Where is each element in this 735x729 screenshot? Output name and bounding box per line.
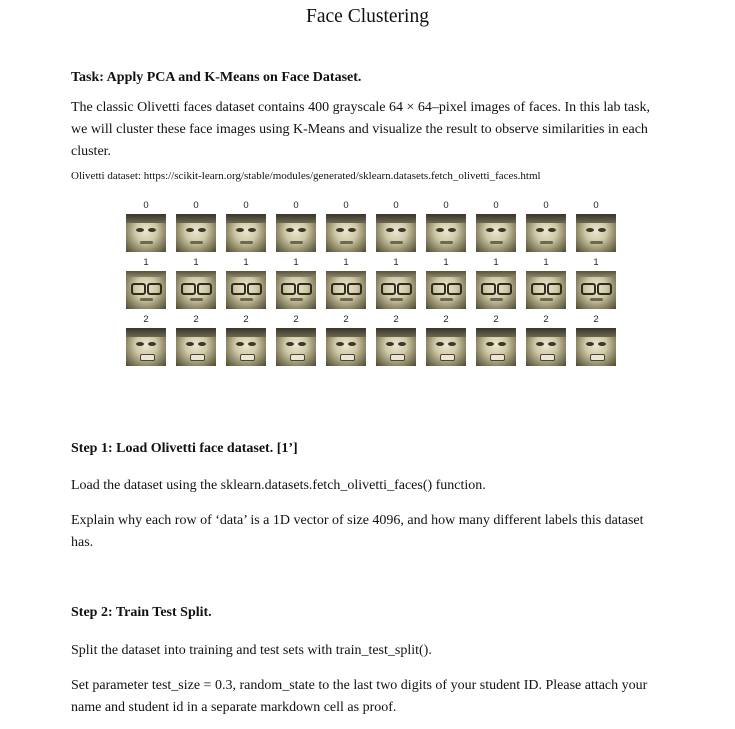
cluster-label: 1 bbox=[493, 257, 499, 268]
cluster-label: 0 bbox=[293, 200, 299, 211]
dataset-link[interactable]: Olivetti dataset: https://scikit-learn.org/stable/modules/generated/sklearn.datasets.fetch_olivetti_faces.html bbox=[71, 170, 541, 182]
task-description: The classic Olivetti faces dataset contains 400 grayscale 64 × 64–pixel images of faces. In this lab task, we will cluster these face images using K-Means and visualize the result to observe similarities in each cluster. bbox=[71, 100, 650, 159]
cluster-label: 1 bbox=[593, 257, 599, 268]
cluster-label: 2 bbox=[243, 314, 249, 325]
face-thumbnail bbox=[126, 271, 166, 309]
face-thumbnail bbox=[276, 214, 316, 252]
face-thumbnail bbox=[526, 328, 566, 366]
face-thumbnail bbox=[326, 271, 366, 309]
face-thumbnail bbox=[176, 214, 216, 252]
cluster-label: 0 bbox=[193, 200, 199, 211]
face-thumbnail bbox=[426, 271, 466, 309]
face-thumbnail bbox=[326, 214, 366, 252]
cluster-label: 2 bbox=[293, 314, 299, 325]
face-cluster-figure bbox=[120, 200, 620, 380]
face-thumbnail bbox=[376, 214, 416, 252]
face-thumbnail bbox=[176, 271, 216, 309]
cluster-label: 1 bbox=[443, 257, 449, 268]
cluster-label: 2 bbox=[543, 314, 549, 325]
cluster-label: 0 bbox=[143, 200, 149, 211]
step2-heading: Step 2: Train Test Split. bbox=[71, 605, 212, 620]
face-thumbnail bbox=[126, 328, 166, 366]
face-thumbnail bbox=[226, 271, 266, 309]
cluster-label: 1 bbox=[393, 257, 399, 268]
face-thumbnail bbox=[426, 328, 466, 366]
face-thumbnail bbox=[376, 271, 416, 309]
cluster-label: 0 bbox=[593, 200, 599, 211]
step1-heading: Step 1: Load Olivetti face dataset. [1’] bbox=[71, 441, 298, 456]
cluster-label: 2 bbox=[493, 314, 499, 325]
face-thumbnail bbox=[576, 271, 616, 309]
cluster-label: 1 bbox=[143, 257, 149, 268]
cluster-label: 2 bbox=[193, 314, 199, 325]
face-thumbnail bbox=[526, 214, 566, 252]
face-thumbnail bbox=[376, 328, 416, 366]
cluster-label: 0 bbox=[393, 200, 399, 211]
cluster-label: 0 bbox=[443, 200, 449, 211]
cluster-label: 0 bbox=[243, 200, 249, 211]
face-thumbnail bbox=[426, 214, 466, 252]
face-thumbnail bbox=[476, 328, 516, 366]
face-thumbnail bbox=[476, 214, 516, 252]
cluster-label: 2 bbox=[143, 314, 149, 325]
step1-instruction: Load the dataset using the sklearn.datasets.fetch_olivetti_faces() function. bbox=[71, 478, 486, 493]
cluster-label: 1 bbox=[543, 257, 549, 268]
face-thumbnail bbox=[176, 328, 216, 366]
face-thumbnail bbox=[126, 214, 166, 252]
cluster-label: 0 bbox=[543, 200, 549, 211]
cluster-label: 0 bbox=[343, 200, 349, 211]
face-thumbnail bbox=[476, 271, 516, 309]
face-thumbnail bbox=[226, 214, 266, 252]
face-thumbnail bbox=[576, 328, 616, 366]
cluster-label: 0 bbox=[493, 200, 499, 211]
step2-parameters: Set parameter test_size = 0.3, random_state to the last two digits of your student ID. Please attach your name and student id in a separate markdown cell as proof. bbox=[71, 678, 648, 715]
cluster-label: 2 bbox=[343, 314, 349, 325]
face-thumbnail bbox=[226, 328, 266, 366]
cluster-label: 2 bbox=[393, 314, 399, 325]
cluster-label: 2 bbox=[443, 314, 449, 325]
face-thumbnail bbox=[576, 214, 616, 252]
face-thumbnail bbox=[526, 271, 566, 309]
face-thumbnail bbox=[326, 328, 366, 366]
task-heading: Task: Apply PCA and K-Means on Face Dataset. bbox=[71, 70, 362, 85]
cluster-label: 1 bbox=[193, 257, 199, 268]
cluster-label: 2 bbox=[593, 314, 599, 325]
face-thumbnail bbox=[276, 271, 316, 309]
cluster-label: 1 bbox=[293, 257, 299, 268]
document-title: Face Clustering bbox=[306, 6, 429, 27]
step1-question: Explain why each row of ‘data’ is a 1D vector of size 4096, and how many different labels this dataset has. bbox=[71, 513, 644, 550]
cluster-label: 1 bbox=[243, 257, 249, 268]
step2-instruction: Split the dataset into training and test sets with train_test_split(). bbox=[71, 643, 432, 658]
face-thumbnail bbox=[276, 328, 316, 366]
cluster-label: 1 bbox=[343, 257, 349, 268]
